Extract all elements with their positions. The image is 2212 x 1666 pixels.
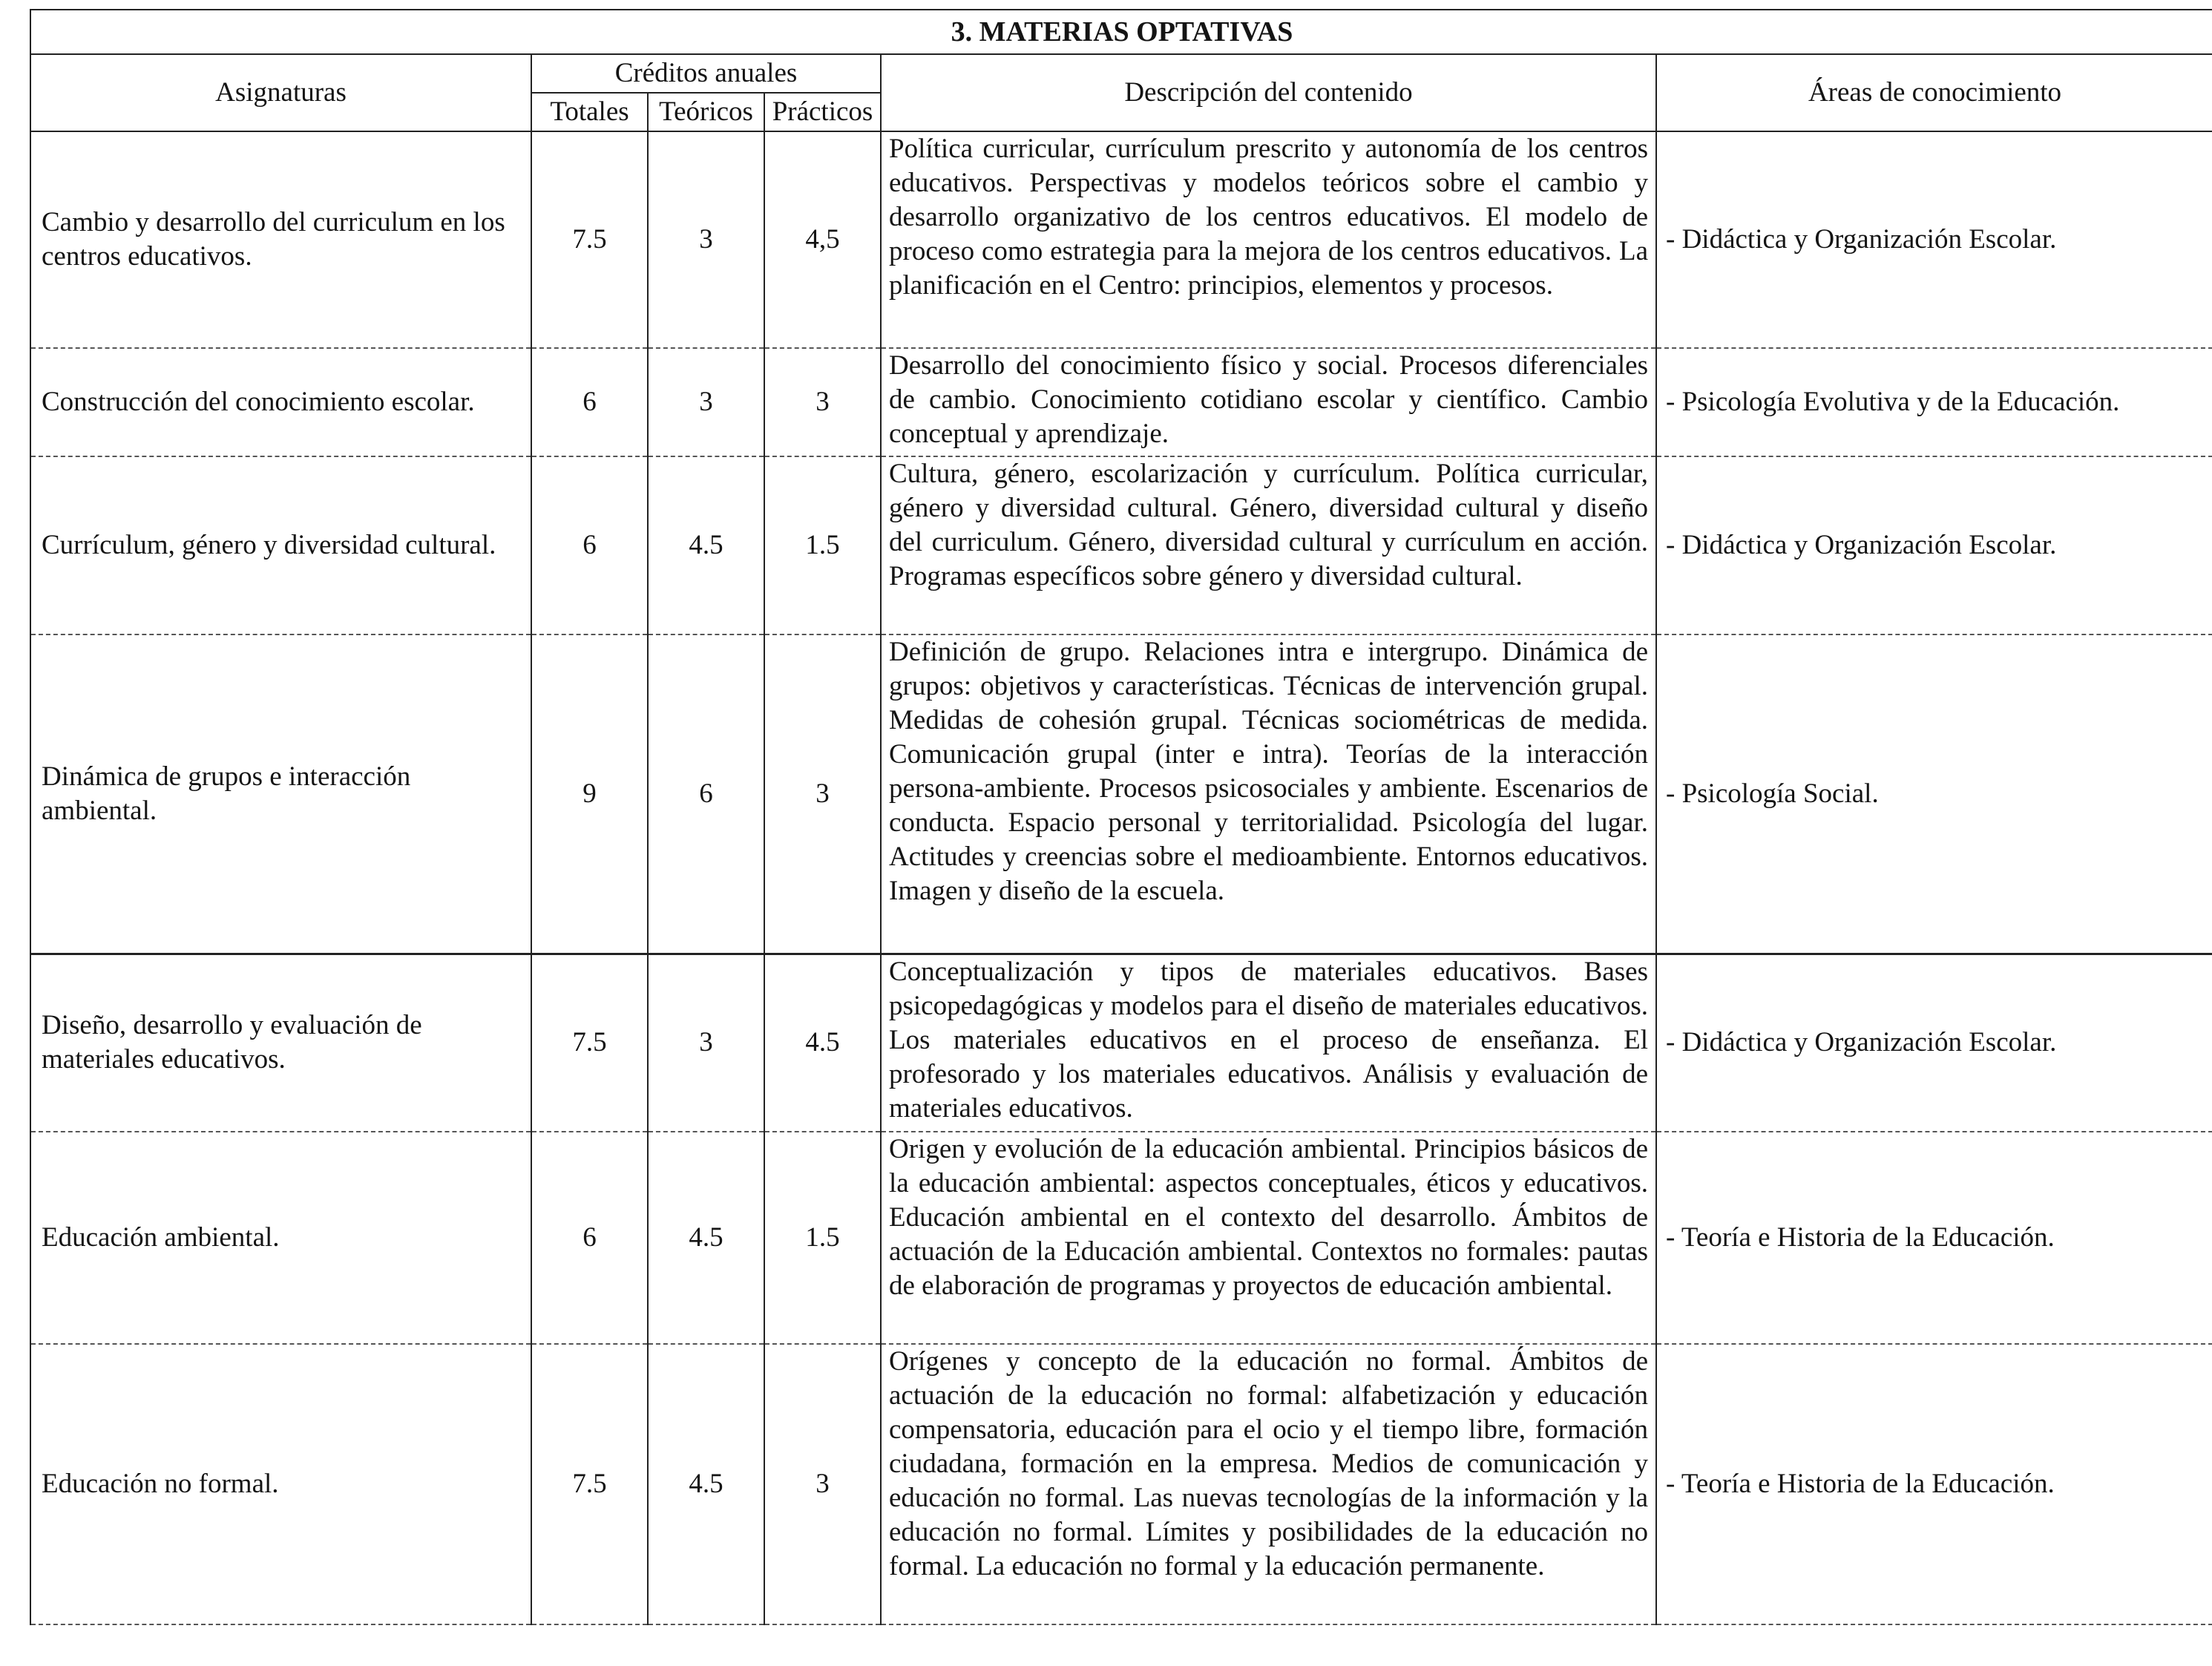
credits-practicos-cell: 1.5 bbox=[764, 1132, 881, 1344]
description-cell: Orígenes y concepto de la educación no formal. Ámbitos de actuación de la educación no formal: alfabetización y educación compensatoria, educación para el ocio y el tiempo libre, formación ciudadana, formación en la empresa. Medios de comunicación y educación no formal. Las nuevas tecnologías de la información y la educación no formal. Límites y posibilidades de la educación no formal. La educación no formal y la educación permanente. bbox=[881, 1344, 1656, 1624]
credits-practicos-cell: 4.5 bbox=[764, 954, 881, 1132]
description-cell: Conceptualización y tipos de materiales educativos. Bases psicopedagógicas y modelos para el diseño de materiales educativos. Los materiales educativos en el proceso de enseñanza. El profesorado y los materiales educativos. Análisis y evaluación de materiales educativos. bbox=[881, 954, 1656, 1132]
credits-totales-cell: 7.5 bbox=[531, 131, 648, 348]
credits-teoricos-cell: 4.5 bbox=[648, 1344, 764, 1624]
area-cell: - Didáctica y Organización Escolar. bbox=[1656, 954, 2212, 1132]
credits-practicos-cell: 3 bbox=[764, 348, 881, 456]
area-cell: - Didáctica y Organización Escolar. bbox=[1656, 456, 2212, 634]
area-cell: - Psicología Evolutiva y de la Educación. bbox=[1656, 348, 2212, 456]
credits-totales-cell: 7.5 bbox=[531, 1344, 648, 1624]
header-subject: Asignaturas bbox=[30, 54, 531, 131]
area-cell: - Teoría e Historia de la Educación. bbox=[1656, 1132, 2212, 1344]
credits-teoricos-cell: 4.5 bbox=[648, 1132, 764, 1344]
table-row bbox=[30, 1344, 2212, 1624]
area-cell: - Didáctica y Organización Escolar. bbox=[1656, 131, 2212, 348]
description-cell: Política curricular, currículum prescrito y autonomía de los centros educativos. Perspectivas y modelos teóricos sobre el cambio y desarrollo organizativo de los centros educativos. El modelo de proceso como estrategia para la mejora de los centros educativos. La planificación en el Centro: principios, elementos y procesos. bbox=[881, 131, 1656, 348]
table-row bbox=[30, 634, 2212, 954]
materias-optativas-table bbox=[30, 9, 2212, 1625]
header-description: Descripción del contenido bbox=[881, 54, 1656, 131]
description-cell: Definición de grupo. Relaciones intra e intergrupo. Dinámica de grupos: objetivos y características. Técnicas de intervención grupal. Medidas de cohesión grupal. Técnicas sociométricas de medida. Comunicación grupal (inter e intra). Teorías de la interacción persona-ambiente. Procesos psicosociales y ambiente. Escenarios de conducta. Espacio personal y territorialidad. Psicología del lugar. Actitudes y creencias sobre el medioambiente. Entornos educativos. Imagen y diseño de la escuela. bbox=[881, 634, 1656, 954]
credits-practicos-cell: 3 bbox=[764, 634, 881, 954]
credits-practicos-cell: 1.5 bbox=[764, 456, 881, 634]
header-practicos: Prácticos bbox=[764, 93, 881, 131]
credits-teoricos-cell: 4.5 bbox=[648, 456, 764, 634]
subject-cell: Educación ambiental. bbox=[30, 1132, 531, 1344]
credits-totales-cell: 6 bbox=[531, 1132, 648, 1344]
subject-cell: Educación no formal. bbox=[30, 1344, 531, 1624]
credits-totales-cell: 7.5 bbox=[531, 954, 648, 1132]
table-title: 3. MATERIAS OPTATIVAS bbox=[30, 10, 2212, 54]
header-credits-group: Créditos anuales bbox=[531, 54, 881, 93]
credits-teoricos-cell: 3 bbox=[648, 131, 764, 348]
header-teoricos: Teóricos bbox=[648, 93, 764, 131]
table-row bbox=[30, 131, 2212, 348]
header-areas: Áreas de conocimiento bbox=[1656, 54, 2212, 131]
subject-cell: Dinámica de grupos e interacción ambiental. bbox=[30, 634, 531, 954]
credits-practicos-cell: 4,5 bbox=[764, 131, 881, 348]
description-cell: Desarrollo del conocimiento físico y social. Procesos diferenciales de cambio. Conocimiento cotidiano escolar y científico. Cambio conceptual y aprendizaje. bbox=[881, 348, 1656, 456]
credits-teoricos-cell: 6 bbox=[648, 634, 764, 954]
subject-cell: Construcción del conocimiento escolar. bbox=[30, 348, 531, 456]
area-cell: - Psicología Social. bbox=[1656, 634, 2212, 954]
credits-totales-cell: 6 bbox=[531, 456, 648, 634]
subject-cell: Diseño, desarrollo y evaluación de materiales educativos. bbox=[30, 954, 531, 1132]
table-row bbox=[30, 456, 2212, 634]
description-cell: Origen y evolución de la educación ambiental. Principios básicos de la educación ambiental: aspectos conceptuales, éticos y educativos. Educación ambiental en el contexto del desarrollo. Ámbitos de actuación de la Educación ambiental. Contextos no formales: pautas de elaboración de programas y proyectos de educación ambiental. bbox=[881, 1132, 1656, 1344]
subject-cell: Currículum, género y diversidad cultural. bbox=[30, 456, 531, 634]
credits-practicos-cell: 3 bbox=[764, 1344, 881, 1624]
table-row bbox=[30, 1132, 2212, 1344]
credits-totales-cell: 6 bbox=[531, 348, 648, 456]
area-cell: - Teoría e Historia de la Educación. bbox=[1656, 1344, 2212, 1624]
credits-teoricos-cell: 3 bbox=[648, 348, 764, 456]
table-row bbox=[30, 954, 2212, 1132]
table-row bbox=[30, 348, 2212, 456]
description-cell: Cultura, género, escolarización y currículum. Política curricular, género y diversidad cultural. Género, diversidad cultural y diseño del curriculum. Género, diversidad cultural y currículum en acción. Programas específicos sobre género y diversidad cultural. bbox=[881, 456, 1656, 634]
subject-cell: Cambio y desarrollo del curriculum en los centros educativos. bbox=[30, 131, 531, 348]
credits-totales-cell: 9 bbox=[531, 634, 648, 954]
table-body bbox=[30, 131, 2212, 1624]
header-totales: Totales bbox=[531, 93, 648, 131]
credits-teoricos-cell: 3 bbox=[648, 954, 764, 1132]
